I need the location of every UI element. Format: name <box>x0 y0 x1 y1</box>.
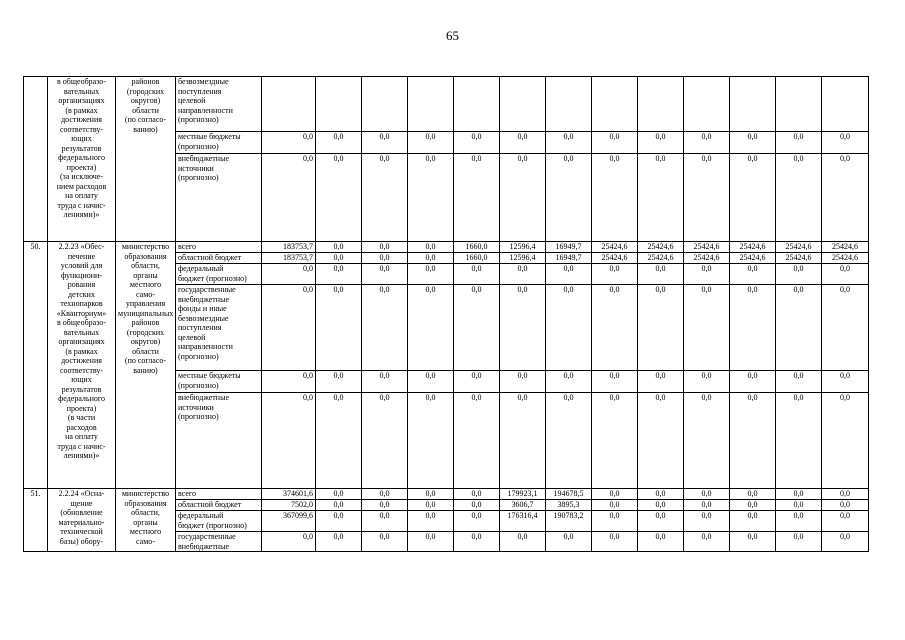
year-value: 0,0 <box>362 393 408 489</box>
funding-source: внебюджетные источники (прогнозно) <box>176 393 262 489</box>
year-value: 0,0 <box>638 489 684 500</box>
year-value: 0,0 <box>316 264 362 285</box>
year-value: 0,0 <box>822 500 869 511</box>
year-value: 0,0 <box>362 500 408 511</box>
row-number <box>24 77 48 242</box>
funding-source: безвозмездные поступления целевой направленности (прогнозно) <box>176 77 262 132</box>
year-value: 0,0 <box>684 371 730 393</box>
year-value: 16949,7 <box>546 253 592 264</box>
year-value: 0,0 <box>362 253 408 264</box>
page-number: 65 <box>446 28 459 43</box>
year-value: 0,0 <box>408 489 454 500</box>
year-value: 0,0 <box>638 393 684 489</box>
year-value: 0,0 <box>454 371 500 393</box>
year-value: 0,0 <box>408 242 454 253</box>
year-value: 0,0 <box>822 264 869 285</box>
year-value: 3606,7 <box>500 500 546 511</box>
year-value: 0,0 <box>730 532 776 552</box>
year-value: 0,0 <box>592 371 638 393</box>
year-value: 0,0 <box>316 242 362 253</box>
funding-source: местные бюджеты (прогнозно) <box>176 132 262 154</box>
year-value: 0,0 <box>454 511 500 532</box>
year-value <box>500 77 546 132</box>
funding-source: внебюджетные источники (прогнозно) <box>176 154 262 242</box>
year-value <box>454 77 500 132</box>
year-value: 0,0 <box>776 132 822 154</box>
executor: министерство образования области, органы местного само- <box>116 489 176 552</box>
row-number: 51. <box>24 489 48 552</box>
year-value: 0,0 <box>638 264 684 285</box>
year-value: 0,0 <box>408 371 454 393</box>
year-value: 0,0 <box>408 264 454 285</box>
executor: министерство образования области, органы местного само- управления муниципальных районов (городских округов) области (по согласо- ванию) <box>116 242 176 489</box>
year-value: 0,0 <box>546 371 592 393</box>
year-value: 0,0 <box>362 242 408 253</box>
year-value: 25424,6 <box>776 242 822 253</box>
year-value <box>592 77 638 132</box>
year-value: 0,0 <box>592 393 638 489</box>
funding-source: государственные внебюджетные <box>176 532 262 552</box>
year-value: 0,0 <box>638 511 684 532</box>
year-value: 0,0 <box>408 285 454 371</box>
year-value: 0,0 <box>638 500 684 511</box>
year-value: 0,0 <box>730 371 776 393</box>
year-value: 0,0 <box>822 154 869 242</box>
year-value: 0,0 <box>776 264 822 285</box>
year-value <box>408 77 454 132</box>
year-value: 0,0 <box>454 532 500 552</box>
year-value: 0,0 <box>822 393 869 489</box>
year-value: 0,0 <box>822 371 869 393</box>
measure-name: в общеобразо- вательных организациях (в рамках достижения соответству- ющих результатов федерального проекта) (за исключе- нием расходов на оплату труда с начис- лениями)» <box>48 77 116 242</box>
year-value: 176316,4 <box>500 511 546 532</box>
year-value: 0,0 <box>730 489 776 500</box>
year-value: 0,0 <box>592 500 638 511</box>
year-value: 25424,6 <box>592 253 638 264</box>
year-value: 0,0 <box>316 532 362 552</box>
total-value: 183753,7 <box>262 253 316 264</box>
year-value: 0,0 <box>316 371 362 393</box>
total-value: 0,0 <box>262 132 316 154</box>
total-value <box>262 77 316 132</box>
funding-source: всего <box>176 489 262 500</box>
total-value: 0,0 <box>262 154 316 242</box>
year-value: 0,0 <box>684 154 730 242</box>
year-value: 0,0 <box>684 489 730 500</box>
year-value: 0,0 <box>500 132 546 154</box>
year-value: 12596,4 <box>500 242 546 253</box>
year-value: 0,0 <box>822 285 869 371</box>
year-value: 25424,6 <box>730 242 776 253</box>
year-value: 0,0 <box>362 132 408 154</box>
year-value: 0,0 <box>822 532 869 552</box>
year-value: 0,0 <box>546 285 592 371</box>
year-value: 0,0 <box>454 264 500 285</box>
year-value: 0,0 <box>500 532 546 552</box>
year-value: 0,0 <box>546 132 592 154</box>
year-value <box>362 77 408 132</box>
year-value: 0,0 <box>454 489 500 500</box>
year-value <box>730 77 776 132</box>
year-value: 0,0 <box>362 154 408 242</box>
year-value: 190783,2 <box>546 511 592 532</box>
year-value <box>822 77 869 132</box>
year-value: 0,0 <box>408 500 454 511</box>
year-value: 0,0 <box>500 393 546 489</box>
total-value: 183753,7 <box>262 242 316 253</box>
year-value: 0,0 <box>730 132 776 154</box>
year-value: 0,0 <box>316 132 362 154</box>
year-value: 0,0 <box>730 154 776 242</box>
year-value: 0,0 <box>316 489 362 500</box>
year-value: 0,0 <box>316 393 362 489</box>
total-value: 0,0 <box>262 264 316 285</box>
funding-source: всего <box>176 242 262 253</box>
year-value: 0,0 <box>684 264 730 285</box>
year-value: 0,0 <box>684 132 730 154</box>
year-value: 0,0 <box>454 132 500 154</box>
year-value: 0,0 <box>776 285 822 371</box>
year-value: 25424,6 <box>684 242 730 253</box>
year-value: 1660,0 <box>454 242 500 253</box>
year-value: 0,0 <box>408 393 454 489</box>
table-row <box>24 242 869 253</box>
funding-source: местные бюджеты (прогнозно) <box>176 371 262 393</box>
year-value: 0,0 <box>546 154 592 242</box>
year-value: 0,0 <box>500 371 546 393</box>
year-value <box>546 77 592 132</box>
year-value: 25424,6 <box>684 253 730 264</box>
year-value: 0,0 <box>822 511 869 532</box>
table-row <box>24 489 869 500</box>
year-value: 0,0 <box>822 489 869 500</box>
year-value: 0,0 <box>684 511 730 532</box>
total-value: 0,0 <box>262 393 316 489</box>
year-value: 0,0 <box>454 154 500 242</box>
measure-name: 2.2.23 «Обес- печение условий для функциони- рования детских технопарков «Кванториум» в общеобразо- вательных организациях (в рамках достижения соответству- ющих результатов федерального проекта) (в части расходов на оплату труда с начис- лениями)» <box>48 242 116 489</box>
year-value: 0,0 <box>454 393 500 489</box>
year-value: 0,0 <box>546 264 592 285</box>
year-value: 0,0 <box>408 132 454 154</box>
year-value: 0,0 <box>408 253 454 264</box>
year-value: 0,0 <box>638 154 684 242</box>
year-value: 25424,6 <box>638 253 684 264</box>
year-value: 0,0 <box>454 500 500 511</box>
year-value: 0,0 <box>362 532 408 552</box>
year-value: 0,0 <box>684 285 730 371</box>
funding-source: областной бюджет <box>176 500 262 511</box>
year-value: 0,0 <box>638 132 684 154</box>
year-value: 0,0 <box>362 511 408 532</box>
year-value: 0,0 <box>638 532 684 552</box>
year-value: 0,0 <box>408 532 454 552</box>
year-value: 0,0 <box>500 285 546 371</box>
year-value: 0,0 <box>638 285 684 371</box>
year-value: 0,0 <box>776 154 822 242</box>
year-value: 3895,3 <box>546 500 592 511</box>
year-value: 0,0 <box>776 489 822 500</box>
funding-source: федеральный бюджет (прогнозно) <box>176 264 262 285</box>
year-value: 0,0 <box>362 264 408 285</box>
year-value <box>316 77 362 132</box>
total-value: 374601,6 <box>262 489 316 500</box>
year-value: 0,0 <box>408 511 454 532</box>
year-value: 0,0 <box>546 532 592 552</box>
year-value: 0,0 <box>730 500 776 511</box>
year-value: 0,0 <box>730 264 776 285</box>
total-value: 0,0 <box>262 371 316 393</box>
year-value: 0,0 <box>592 489 638 500</box>
year-value: 25424,6 <box>730 253 776 264</box>
year-value <box>638 77 684 132</box>
year-value: 0,0 <box>316 511 362 532</box>
year-value: 0,0 <box>684 393 730 489</box>
year-value: 0,0 <box>776 393 822 489</box>
year-value: 0,0 <box>822 132 869 154</box>
year-value: 0,0 <box>454 285 500 371</box>
total-value: 367099,6 <box>262 511 316 532</box>
year-value: 0,0 <box>730 393 776 489</box>
year-value: 25424,6 <box>822 253 869 264</box>
year-value: 25424,6 <box>592 242 638 253</box>
year-value: 0,0 <box>638 371 684 393</box>
measure-name: 2.2.24 «Осна- щение (обновление материально- технической базы) обору- <box>48 489 116 552</box>
year-value: 0,0 <box>776 500 822 511</box>
year-value: 179923,1 <box>500 489 546 500</box>
year-value: 0,0 <box>316 154 362 242</box>
table-row <box>24 77 869 132</box>
year-value: 1660,0 <box>454 253 500 264</box>
total-value: 0,0 <box>262 285 316 371</box>
year-value: 0,0 <box>684 500 730 511</box>
year-value: 0,0 <box>316 285 362 371</box>
year-value: 194678,5 <box>546 489 592 500</box>
year-value: 0,0 <box>776 511 822 532</box>
funding-source: государственные внебюджетные фонды и иные безвозмездные поступления целевой направленности (прогнозно) <box>176 285 262 371</box>
year-value: 0,0 <box>592 132 638 154</box>
total-value: 0,0 <box>262 532 316 552</box>
year-value <box>684 77 730 132</box>
row-number: 50. <box>24 242 48 489</box>
year-value: 0,0 <box>592 264 638 285</box>
year-value: 0,0 <box>592 532 638 552</box>
executor: районов (городских округов) области (по согласо- ванию) <box>116 77 176 242</box>
year-value: 0,0 <box>592 285 638 371</box>
year-value: 0,0 <box>316 500 362 511</box>
year-value: 0,0 <box>362 371 408 393</box>
year-value: 0,0 <box>592 154 638 242</box>
year-value: 0,0 <box>592 511 638 532</box>
funding-source: областной бюджет <box>176 253 262 264</box>
year-value: 0,0 <box>500 154 546 242</box>
year-value: 0,0 <box>730 511 776 532</box>
year-value: 0,0 <box>500 264 546 285</box>
budget-table <box>23 76 869 552</box>
year-value: 16949,7 <box>546 242 592 253</box>
year-value: 0,0 <box>684 532 730 552</box>
year-value: 0,0 <box>730 285 776 371</box>
year-value: 25424,6 <box>638 242 684 253</box>
year-value: 25424,6 <box>776 253 822 264</box>
year-value: 12596,4 <box>500 253 546 264</box>
year-value: 0,0 <box>546 393 592 489</box>
funding-source: федеральный бюджет (прогнозно) <box>176 511 262 532</box>
year-value: 0,0 <box>316 253 362 264</box>
year-value: 0,0 <box>362 489 408 500</box>
year-value: 0,0 <box>362 285 408 371</box>
year-value: 0,0 <box>776 371 822 393</box>
year-value: 0,0 <box>408 154 454 242</box>
year-value: 25424,6 <box>822 242 869 253</box>
total-value: 7502,0 <box>262 500 316 511</box>
year-value: 0,0 <box>776 532 822 552</box>
year-value <box>776 77 822 132</box>
